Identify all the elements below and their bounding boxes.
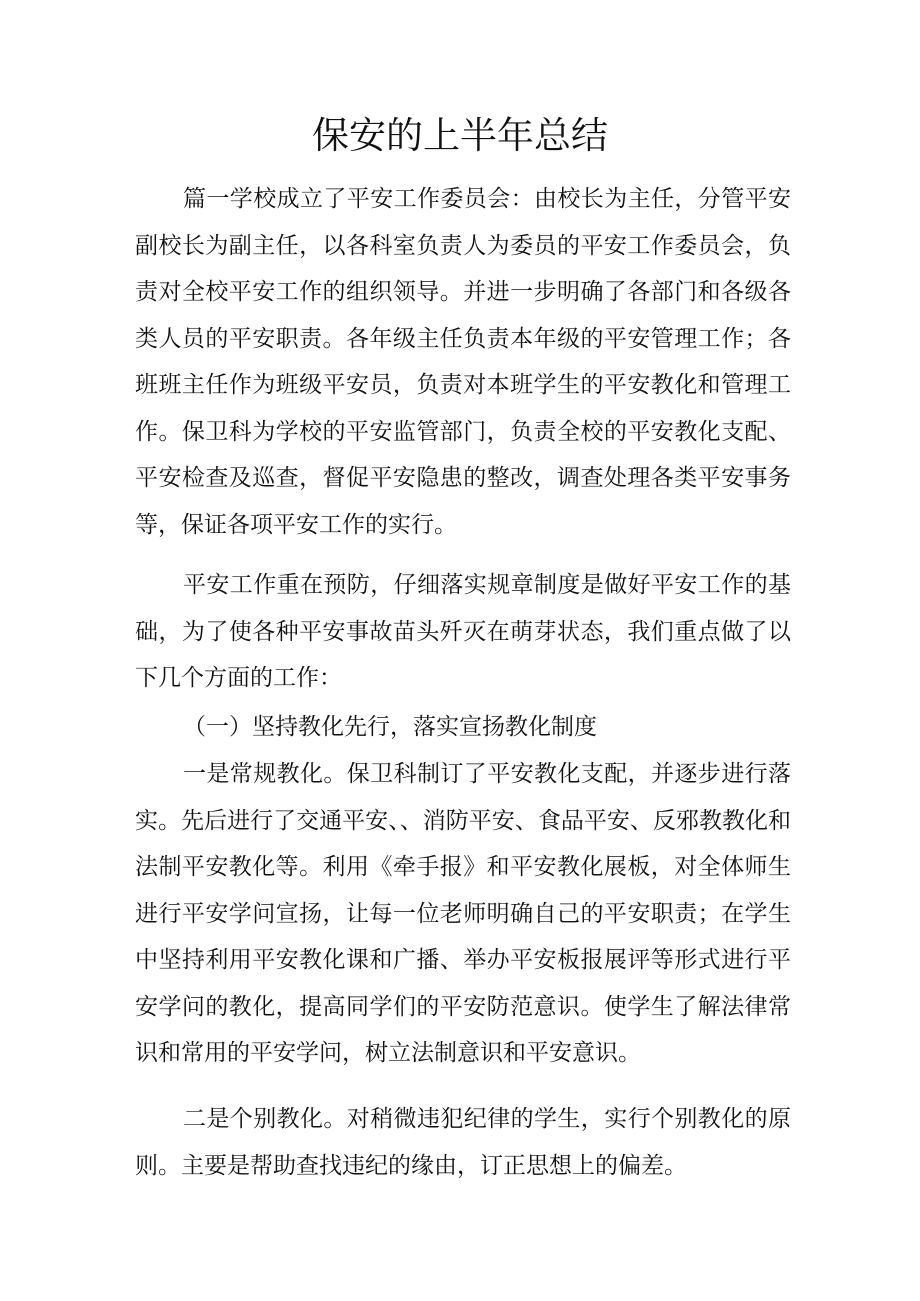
paragraph-prevention: 平安工作重在预防，仔细落实规章制度是做好平安工作的基础，为了使各种平安事故苗头歼灭在萌芽状态，我们重点做了以下几个方面的工作： <box>135 572 791 691</box>
paragraph-committee: 篇一学校成立了平安工作委员会：由校长为主任，分管平安副校长为副主任，以各科室负责人为委员的平安工作委员会，负责对全校平安工作的组织领导。并进一步明确了各部门和各级各类人员的平安职责。各年级主任负责本年级的平安管理工作；各班班主任作为班级平安员，负责对本班学生的平安教化和管理工作。保卫科为学校的平安监管部门，负责全校的平安教化支配、平安检查及巡查，督促平安隐患的整改，调查处理各类平安事务等，保证各项平安工作的实行。 <box>135 186 791 538</box>
paragraph-individual-education: 二是个别教化。对稍微违犯纪律的学生，实行个别教化的原则。主要是帮助查找违纪的缘由，订正思想上的偏差。 <box>135 1106 791 1179</box>
section-heading-education: （一）坚持教化先行，落实宣扬教化制度 <box>183 714 597 740</box>
paragraph-routine-education: 一是常规教化。保卫科制订了平安教化支配，并逐步进行落实。先后进行了交通平安、、消防平安、食品平安、反邪教教化和法制平安教化等。利用《牵手报》和平安教化展板，对全体师生进行平安学问宣扬，让每一位老师明确自己的平安职责；在学生中坚持利用平安教化课和广播、举办平安板报展评等形式进行平安学问的教化，提高同学们的平安防范意识。使学生了解法律常识和常用的平安学问，树立法制意识和平安意识。 <box>135 761 791 1066</box>
document-title: 保安的上半年总结 <box>312 114 608 157</box>
